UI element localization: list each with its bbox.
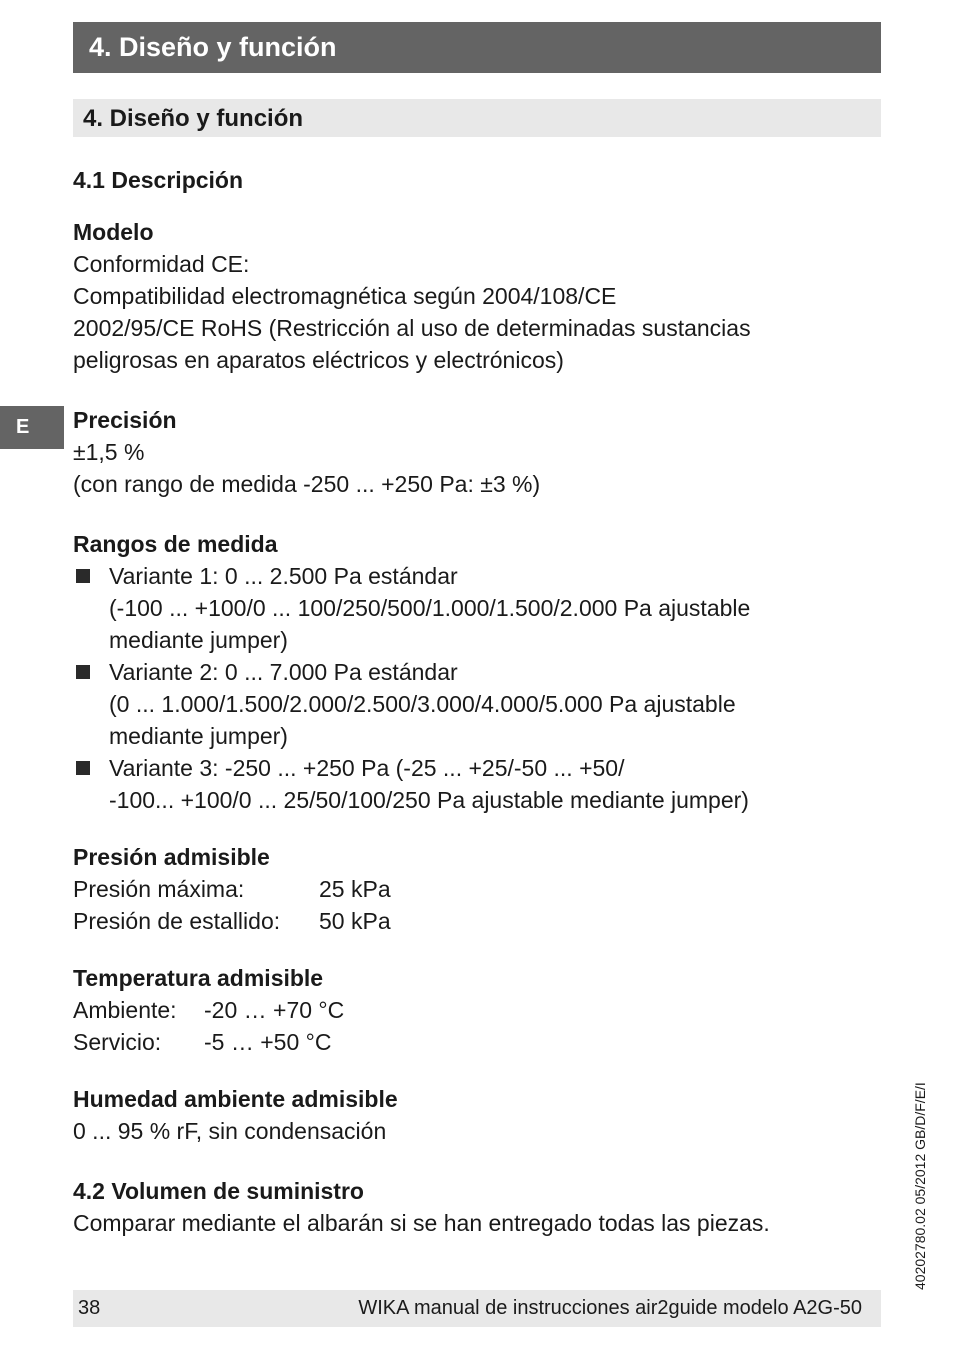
temperature-value: -20 … +70 °C bbox=[204, 997, 345, 1023]
pressure-label: Presión de estallido: bbox=[73, 908, 281, 934]
list-item-line: mediante jumper) bbox=[109, 723, 288, 749]
model-block bbox=[73, 216, 873, 376]
pressure-row bbox=[73, 873, 873, 905]
square-bullet-icon bbox=[76, 665, 90, 679]
list-item-line: Variante 1: 0 ... 2.500 Pa estándar bbox=[109, 563, 458, 589]
language-tab: E bbox=[0, 406, 64, 449]
subsection-heading-description: 4.1 Descripción bbox=[73, 167, 244, 193]
list-item-line: mediante jumper) bbox=[109, 627, 288, 653]
document-code: 40202780.02 05/2012 GB/D/F/E/I bbox=[912, 1082, 928, 1290]
precision-line: ±1,5 % bbox=[73, 439, 145, 465]
ranges-block bbox=[73, 528, 873, 816]
section-title: 4. Diseño y función bbox=[73, 99, 881, 137]
precision-block bbox=[73, 404, 873, 500]
square-bullet-icon bbox=[76, 761, 90, 775]
page-footer bbox=[73, 1290, 881, 1327]
list-item bbox=[73, 656, 873, 752]
list-item-line: (-100 ... +100/0 ... 100/250/500/1.000/1.500/2.000 Pa ajustable bbox=[109, 595, 751, 621]
precision-line: (con rango de medida -250 ... +250 Pa: ±3 %) bbox=[73, 471, 541, 497]
pressure-heading: Presión admisible bbox=[73, 844, 270, 870]
pressure-block bbox=[73, 841, 873, 937]
temperature-label: Ambiente: bbox=[73, 997, 177, 1023]
pressure-row bbox=[73, 905, 873, 937]
pressure-value: 25 kPa bbox=[319, 876, 391, 902]
list-item-line: -100... +100/0 ... 25/50/100/250 Pa ajustable mediante jumper) bbox=[109, 787, 749, 813]
humidity-block bbox=[73, 1083, 873, 1147]
ranges-heading: Rangos de medida bbox=[73, 531, 278, 557]
ranges-list bbox=[73, 560, 873, 816]
humidity-text: 0 ... 95 % rF, sin condensación bbox=[73, 1118, 387, 1144]
temperature-row bbox=[73, 1026, 873, 1058]
model-line: peligrosas en aparatos eléctricos y electrónicos) bbox=[73, 347, 564, 373]
page-header-title: 4. Diseño y función bbox=[73, 22, 881, 73]
model-heading: Modelo bbox=[73, 219, 154, 245]
pressure-value: 50 kPa bbox=[319, 908, 391, 934]
page-number: 38 bbox=[78, 1297, 101, 1319]
temperature-row bbox=[73, 994, 873, 1026]
model-line: 2002/95/CE RoHS (Restricción al uso de determinadas sustancias bbox=[73, 315, 751, 341]
list-item bbox=[73, 752, 873, 816]
document-body bbox=[73, 164, 873, 1239]
list-item-line: Variante 3: -250 ... +250 Pa (-25 ... +25/-50 ... +50/ bbox=[109, 755, 625, 781]
humidity-heading: Humedad ambiente admisible bbox=[73, 1086, 398, 1112]
model-line: Compatibilidad electromagnética según 2004/108/CE bbox=[73, 283, 617, 309]
square-bullet-icon bbox=[76, 569, 90, 583]
model-line: Conformidad CE: bbox=[73, 251, 250, 277]
temperature-label: Servicio: bbox=[73, 1029, 162, 1055]
pressure-label: Presión máxima: bbox=[73, 876, 245, 902]
list-item-line: (0 ... 1.000/1.500/2.000/2.500/3.000/4.000/5.000 Pa ajustable bbox=[109, 691, 736, 717]
supply-block bbox=[73, 1175, 873, 1239]
temperature-value: -5 … +50 °C bbox=[204, 1029, 332, 1055]
subsection-heading-supply: 4.2 Volumen de suministro bbox=[73, 1178, 364, 1204]
footer-text: WIKA manual de instrucciones air2guide modelo A2G-50 bbox=[358, 1297, 862, 1319]
list-item bbox=[73, 560, 873, 656]
precision-heading: Precisión bbox=[73, 407, 177, 433]
temperature-block bbox=[73, 962, 873, 1058]
supply-text: Comparar mediante el albarán si se han entregado todas las piezas. bbox=[73, 1210, 770, 1236]
temperature-heading: Temperatura admisible bbox=[73, 965, 324, 991]
list-item-line: Variante 2: 0 ... 7.000 Pa estándar bbox=[109, 659, 458, 685]
